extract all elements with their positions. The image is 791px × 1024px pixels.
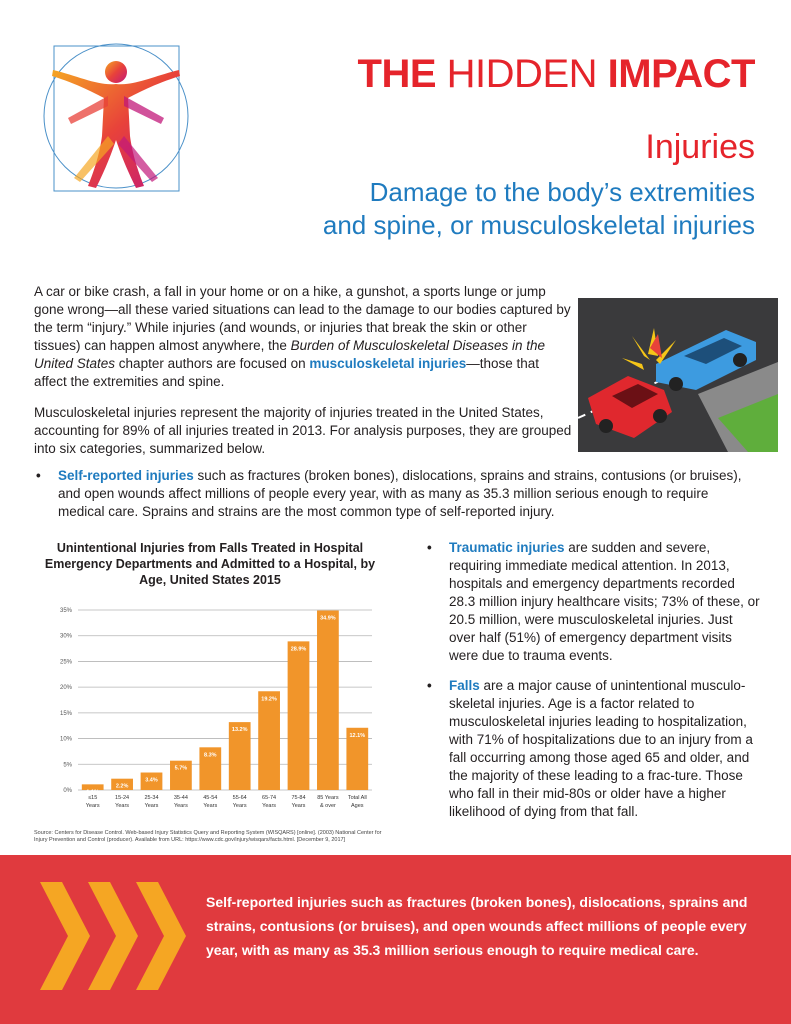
- x-tick-label: 25-34: [144, 795, 159, 801]
- intro-paragraph: A car or bike crash, a fall in your home or on a hike, a gunshot, a sports lunge or jump gone wrong—all these varied situations can lead to the damage to our bodies captured by the term “injury.” While injuries (and wounds, or injuries that break the skin or other tissues) can happen almost anywhere, the Burden of Musculoskeletal Diseases in the United States chapter authors are focused on musculoskeletal injuries—those that affect the extremities and spine.: [34, 284, 571, 389]
- traumatic-term: Traumatic injuries: [449, 540, 565, 555]
- bullet-falls: • Falls are a major cause of unintentional musculo-skeletal injuries. Age is a factor related to musculoskeletal injuries leading to hospitalization, with 71% of hospitalizations due to an injury from a fall occurring among those aged 65 and older, and the majority of these leading to a frac-ture. Those who fall in their mid-80s or older have a higher likelihood of dying from that fall.: [427, 678, 753, 819]
- chart-source-note: Source: Centers for Disease Control. Web-based Injury Statistics Query and Reporting System (WISQARS) [online]. (2003) National Center for Injury Prevention and Control (producer). Available from URL: https://www.cdc.gov/injury/wisqars/facts.html. [December 9, 2017]: [34, 830, 382, 843]
- tagline-line-2: and spine, or musculoskeletal injuries: [322, 210, 755, 240]
- bullet-traumatic: • Traumatic injuries are sudden and severe, requiring immediate medical attention. In 2013, hospitals and emergency departments recorded 28.3 million injury healthcare visits; 73% of these, or 20.5 million, were musculoskeletal injuries. Just over half (51%) of emergency department visits were due to trauma events.: [427, 540, 760, 663]
- self-reported-term: Self-reported injuries: [58, 468, 194, 483]
- bar-value-label: 3.4%: [145, 777, 158, 784]
- vitruvian-figure-icon: [38, 36, 194, 198]
- falls-term: Falls: [449, 678, 480, 693]
- y-tick-label: 15%: [59, 710, 72, 717]
- x-tick-label: Years: [262, 803, 277, 809]
- bar-value-label: 34.9%: [320, 615, 336, 622]
- summary-paragraph: Musculoskeletal injuries represent the majority of injuries treated in the United States, accounting for 89% of all injuries treated in 2013. For analysis purposes, they are grouped into six categories, summarized below.: [34, 405, 572, 456]
- x-tick-label: Years: [115, 803, 130, 809]
- falls-by-age-bar-chart: [38, 600, 378, 822]
- bullet-dot: •: [36, 468, 41, 483]
- bar-value-label: 1.1%: [86, 789, 99, 796]
- x-tick-label: & over: [319, 803, 336, 809]
- x-tick-label: Years: [144, 803, 159, 809]
- banner-text: Self-reported injuries such as fractures (broken bones), dislocations, sprains and strains, contusions (or bruises), and open wounds affect millions of people every year, with as many as 35.3 million serious enough to require medical care.: [206, 894, 748, 958]
- y-tick-label: 25%: [59, 659, 72, 666]
- y-tick-label: 20%: [59, 685, 72, 692]
- y-tick-label: 30%: [59, 633, 72, 640]
- tagline-line-1: Damage to the body’s extremities: [369, 177, 755, 207]
- bullet-dot: •: [427, 678, 432, 693]
- x-tick-label: 15-24: [115, 795, 130, 801]
- bar: [288, 641, 310, 790]
- x-tick-label: Years: [85, 803, 100, 809]
- bar-value-label: 8.3%: [204, 752, 217, 759]
- y-tick-label: 5%: [63, 762, 72, 769]
- bar-value-label: 5.7%: [174, 765, 188, 772]
- x-tick-label: 45-54: [203, 795, 218, 801]
- page-tagline: [323, 176, 755, 242]
- musculoskeletal-highlight: musculoskeletal injuries: [309, 356, 467, 371]
- y-tick-label: 35%: [59, 608, 72, 614]
- page-title: THE HIDDEN IMPACT: [357, 52, 755, 96]
- bar-value-label: 13.2%: [231, 727, 248, 734]
- x-tick-label: Years: [173, 803, 188, 809]
- x-tick-label: Ages: [351, 803, 364, 809]
- page-subtitle: Injuries: [645, 128, 755, 166]
- bar-value-label: 2.2%: [115, 783, 129, 790]
- x-tick-label: 35-44: [173, 795, 188, 801]
- x-tick-label: Years: [291, 803, 306, 809]
- bar: [317, 611, 339, 790]
- bar-value-label: 12.1%: [349, 732, 366, 739]
- x-tick-label: ≤15: [88, 795, 98, 801]
- x-tick-label: Total All: [347, 795, 367, 801]
- bar: [258, 691, 280, 790]
- bar-value-label: 19.2%: [261, 696, 277, 703]
- bullet-self-reported: • Self-reported injuries such as fractures (broken bones), dislocations, sprains and strains, contusions (or bruises), and open wounds affect millions of people every year, with as many as 35.3 million serious enough to require medical care. Sprains and strains are the most common type of self-reported injury.: [36, 468, 742, 519]
- bar-value-label: 28.9%: [290, 646, 307, 653]
- chart-title: Unintentional Injuries from Falls Treated in Hospital Emergency Departments and Admitted to a Hospital, by Age, United States 2015: [44, 541, 376, 587]
- car-crash-illustration: [578, 298, 778, 452]
- x-tick-label: 85 Years: [317, 795, 339, 801]
- x-tick-label: 55-64: [232, 795, 247, 801]
- triple-chevron-icon: [40, 882, 190, 990]
- x-tick-label: Years: [203, 803, 218, 809]
- x-tick-label: 75-84: [291, 795, 306, 801]
- x-tick-label: 65-74: [262, 795, 277, 801]
- y-tick-label: 10%: [59, 736, 72, 743]
- y-tick-label: 0%: [63, 788, 72, 794]
- x-tick-label: Years: [232, 803, 247, 809]
- bullet-dot: •: [427, 540, 432, 555]
